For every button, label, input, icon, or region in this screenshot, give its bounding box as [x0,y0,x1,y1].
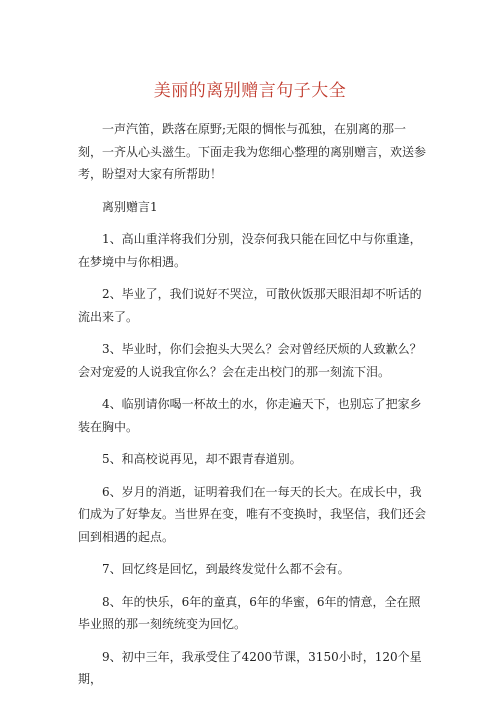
document-title: 美丽的离别赠言句子大全 [153,81,347,101]
list-item: 3、毕业时，你们会抱头大哭么？会对曾经厌烦的人致歉么？会对宠爱的人说我宜你么？会在走出校门的那一刻流下泪。 [78,342,422,379]
document-body [78,118,426,701]
list-item: 5、和高校说再见，却不跟青春道别。 [102,452,302,466]
list-item: 7、回忆终是回忆，到最终发觉什么都不会有。 [102,562,350,576]
list-item: 9、初中三年，我承受住了4200节课，3150小时，120个星期， [78,649,422,686]
list-item: 1、高山重洋将我们分别，没奈何我只能在回忆中与你重逢，在梦境中与你相遇。 [78,232,422,269]
list-item: 2、毕业了，我们说好不哭泣，可散伙饭那天眼泪却不听话的流出来了。 [78,287,422,324]
list-item: 8、年的快乐，6年的童真，6年的华蜜，6年的情意，全在照毕业照的那一刻统统变为回忆。 [78,594,421,631]
list-item: 6、岁月的消逝，证明着我们在一每天的长大。在成长中，我们成为了好挚友。当世界在变，唯有不变换时，我坚信，我们还会回到相遇的起点。 [78,484,427,544]
intro-paragraph: 一声汽笛，跌落在原野;无限的惆怅与孤独，在别离的那一刻，一齐从心头滋生。下面走我为您细心整理的离别赠言，欢送参考，盼望对大家有所帮助！ [78,122,427,181]
section-heading: 离别赠言1 [102,199,158,214]
list-item: 4、临别请你喝一杯故土的水，你走遍天下，也别忘了把家乡装在胸中。 [78,397,422,434]
